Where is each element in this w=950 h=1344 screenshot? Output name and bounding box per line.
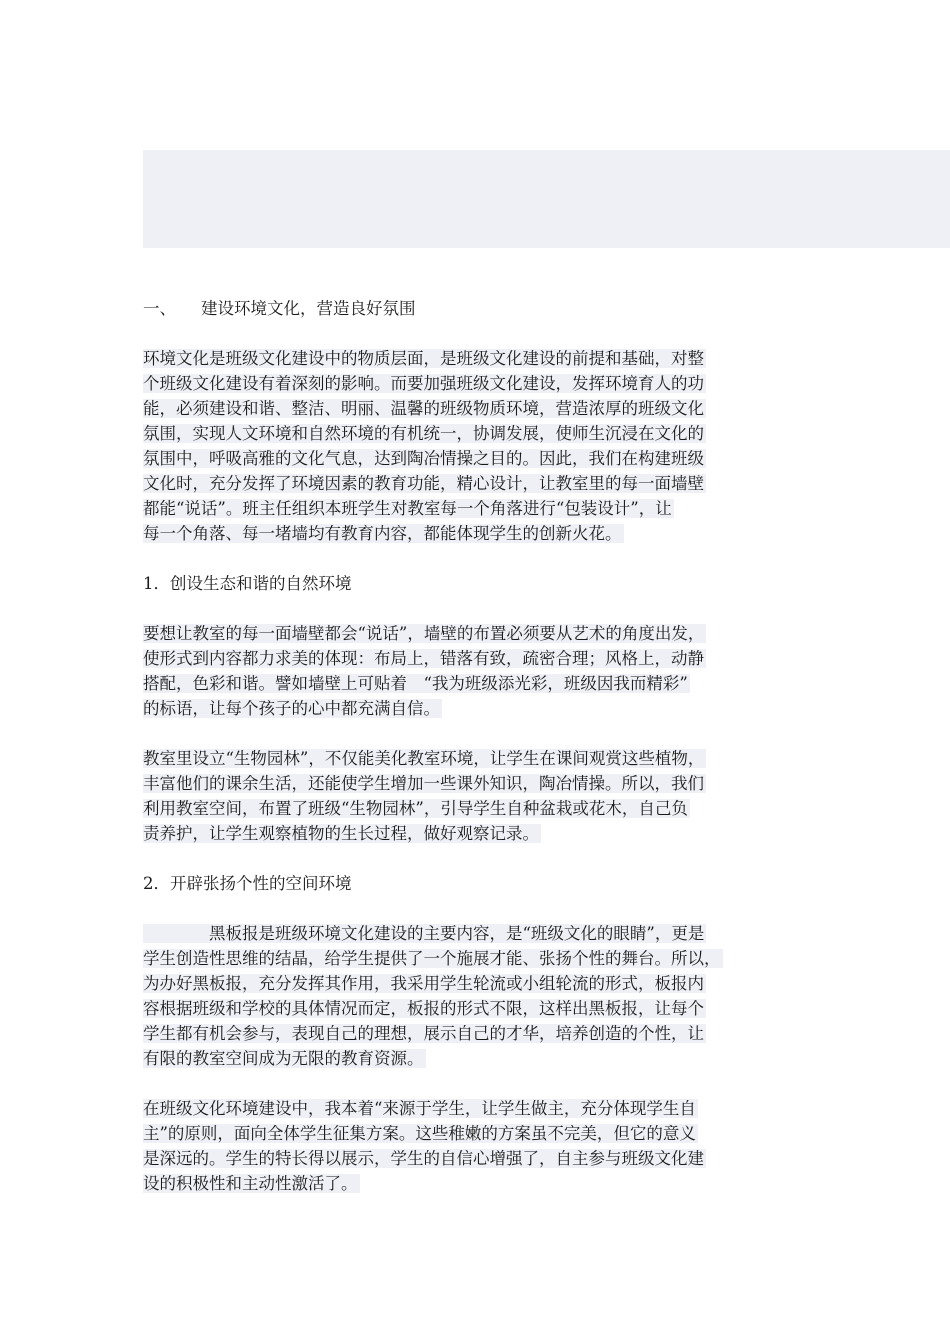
text-line: 教室里设立“生物园林”，不仅能美化教室环境，让学生在课间观赏这些植物， — [143, 749, 705, 768]
header-placeholder-band — [143, 150, 950, 248]
paragraph-walls — [143, 621, 818, 721]
paragraph-environment-culture — [143, 346, 818, 546]
section-title: 建设环境文化，营造良好氛围 — [201, 299, 416, 318]
text-line: 责养护，让学生观察植物的生长过程，做好观察记录。 — [143, 824, 539, 843]
paragraph-blackboard — [143, 921, 818, 1071]
paragraph-biological-garden — [143, 746, 818, 846]
text-line: 主”的原则，面向全体学生征集方案。这些稚嫩的方案虽不完美，但它的意义 — [143, 1124, 696, 1143]
section-heading — [143, 296, 818, 321]
text-line: 文化时，充分发挥了环境因素的教育功能，精心设计，让教室里的每一面墙壁 — [143, 474, 704, 493]
text-line: 能，必须建设和谐、整洁、明丽、温馨的班级物质环境，营造浓厚的班级文化 — [143, 399, 704, 418]
text-line: 个班级文化建设有着深刻的影响。而要加强班级文化建设，发挥环境育人的功 — [143, 374, 704, 393]
text-line: 容根据班级和学校的具体情况而定，板报的形式不限，这样出黑板报，让每个 — [143, 999, 704, 1018]
text-line: 利用教室空间，布置了班级“生物园林”，引导学生自种盆栽或花木，自己负 — [143, 799, 688, 818]
text-line: 设的积极性和主动性激活了。 — [143, 1174, 358, 1193]
text-line: 在班级文化环境建设中，我本着“来源于学生，让学生做主，充分体现学生自 — [143, 1099, 696, 1118]
subheading-space-environment: 2．开辟张扬个性的空间环境 — [143, 874, 352, 893]
document-body — [143, 296, 818, 1196]
text-line: 学生创造性思维的结晶，给学生提供了一个施展才能、张扬个性的舞台。所以， — [143, 949, 721, 968]
text-line: 为办好黑板报，充分发挥其作用，我采用学生轮流或小组轮流的形式，板报内 — [143, 974, 704, 993]
text-line: 使形式到内容都力求美的体现：布局上，错落有致，疏密合理；风格上，动静 — [143, 649, 704, 668]
subheading-natural-environment: 1．创设生态和谐的自然环境 — [143, 574, 352, 593]
text-line: 搭配，色彩和谐。譬如墙壁上可贴着 “我为班级添光彩，班级因我而精彩” — [143, 674, 688, 693]
text-line: 黑板报是班级环境文化建设的主要内容，是“班级文化的眼睛”，更是 — [143, 924, 705, 943]
text-line: 要想让教室的每一面墙壁都会“说话”，墙壁的布置必须要从艺术的角度出发， — [143, 624, 705, 643]
text-line: 的标语，让每个孩子的心中都充满自信。 — [143, 699, 440, 718]
text-line: 丰富他们的课余生活，还能使学生增加一些课外知识，陶冶情操。所以，我们 — [143, 774, 704, 793]
text-line: 是深远的。学生的特长得以展示，学生的自信心增强了，自主参与班级文化建 — [143, 1149, 704, 1168]
text-line: 氛围，实现人文环境和自然环境的有机统一，协调发展，使师生沉浸在文化的 — [143, 424, 704, 443]
text-line: 有限的教室空间成为无限的教育资源。 — [143, 1049, 424, 1068]
text-line: 环境文化是班级文化建设中的物质层面，是班级文化建设的前提和基础，对整 — [143, 349, 704, 368]
text-line: 每一个角落、每一堵墙均有教育内容，都能体现学生的创新火花。 — [143, 524, 622, 543]
text-line: 都能“说话”。班主任组织本班学生对教室每一个角落进行“包装设计”，让 — [143, 499, 672, 518]
paragraph-student-participation — [143, 1096, 818, 1196]
text-line: 学生都有机会参与，表现自己的理想，展示自己的才华，培养创造的个性，让 — [143, 1024, 704, 1043]
text-line: 氛围中，呼吸高雅的文化气息，达到陶冶情操之目的。因此，我们在构建班级 — [143, 449, 704, 468]
section-number: 一、 — [143, 299, 176, 318]
